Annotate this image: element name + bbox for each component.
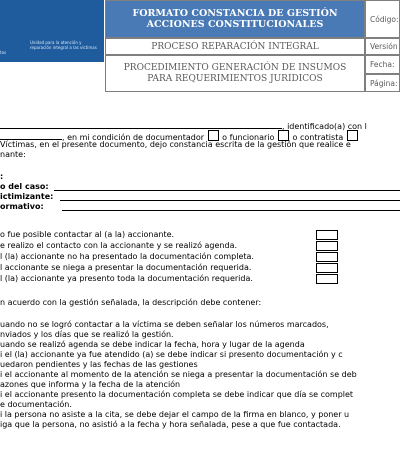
description-line-5: uedaron pendientes y las fechas de las gestiones [0,360,198,369]
option-3: l (la) accionante no ha presentado la documentación completa. [0,252,254,261]
option-1: o fue posible contactar al (a la) accionante. [0,230,175,239]
intro-line-1-text: , identificado(a) con l [282,122,367,131]
code-label: Código: [365,0,400,38]
field-label-2: o del caso: [0,182,49,191]
description-line-10: i la persona no asiste a la cita, se debe dejar el campo de la firma en blanco, y poner u [0,410,350,419]
description-line-8: i el accionante presento la documentación completa se debe indicar que día se complet [0,390,354,399]
option-3-checkbox[interactable] [316,252,338,262]
option-5-checkbox[interactable] [316,274,338,284]
id-blank[interactable] [0,131,62,140]
logo-tag-text: tos [0,50,7,55]
description-line-4: i el (la) accionante ya fue atendido (a) se debe indicar si presento documentación y c [0,350,343,359]
role-documentador-text: , en mi condición de documentador [62,133,205,142]
normative-field-line[interactable] [62,210,400,211]
description-line-2: nviados y los días que se realizó la gestión. [0,330,174,339]
option-2: e realizo el contacto con la accionante y se realizó agenda. [0,241,238,250]
form-title: FORMATO CONSTANCIA DE GESTIÓN ACCIONES CONSTITUCIONALES [105,0,365,38]
description-line-3: uando se realizó agenda se debe indicar la fecha, hora y lugar de la agenda [0,340,305,349]
logo-text: Unidad para la atención y reparación integral a las víctimas [30,40,97,50]
description-line-9: e documentación. [0,400,72,409]
role-funcionario-text: o funcionario [222,133,275,142]
option-1-checkbox[interactable] [316,230,338,240]
option-2-checkbox[interactable] [316,241,338,251]
intro-line-4: nante: [0,150,26,159]
option-4-checkbox[interactable] [316,263,338,273]
option-5: l (la) accionante ya presento toda la documentación requerida. [0,274,253,283]
field-label-3: ictimizante: [0,192,54,201]
name-blank[interactable] [0,120,282,129]
field-label-4: ormativo: [0,202,44,211]
procedure-name: PROCEDIMIENTO GENERACIÓN DE INSUMOS PARA REQUERIMIENTOS JURIDICOS [105,55,365,92]
description-line-1: uando no se logró contactar a la víctima se deben señalar los números marcados, [0,320,329,329]
intro-line-3: Víctimas, en el presente documento, dejo constancia escrita de la gestión que realice e [0,140,351,149]
instruction-text: n acuerdo con la gestión señalada, la descripción debe contener: [0,298,262,307]
version-label: Versión [365,38,400,55]
document-header [0,0,400,92]
option-4: l accionante se niega a presentar la documentación requerida. [0,263,252,272]
page-label: Página: [365,74,400,92]
case-field-line[interactable] [54,190,400,191]
role-contratista-text: o contratista [292,133,344,142]
process-name: PROCESO REPARACIÓN INTEGRAL [105,38,365,55]
description-line-11: iga que la persona, no asistió a la fecha y hora señalada, pese a que fue contactada. [0,420,341,429]
description-line-7: azones que informa y la fecha de la atención [0,380,181,389]
date-label: Fecha: [365,55,400,74]
victimizing-field-line[interactable] [60,200,400,201]
field-label-1: : [0,172,4,181]
logo [0,0,104,62]
description-line-6: i el accionante al momento de la atención se niega a presentar la documentación se deb [0,370,357,379]
